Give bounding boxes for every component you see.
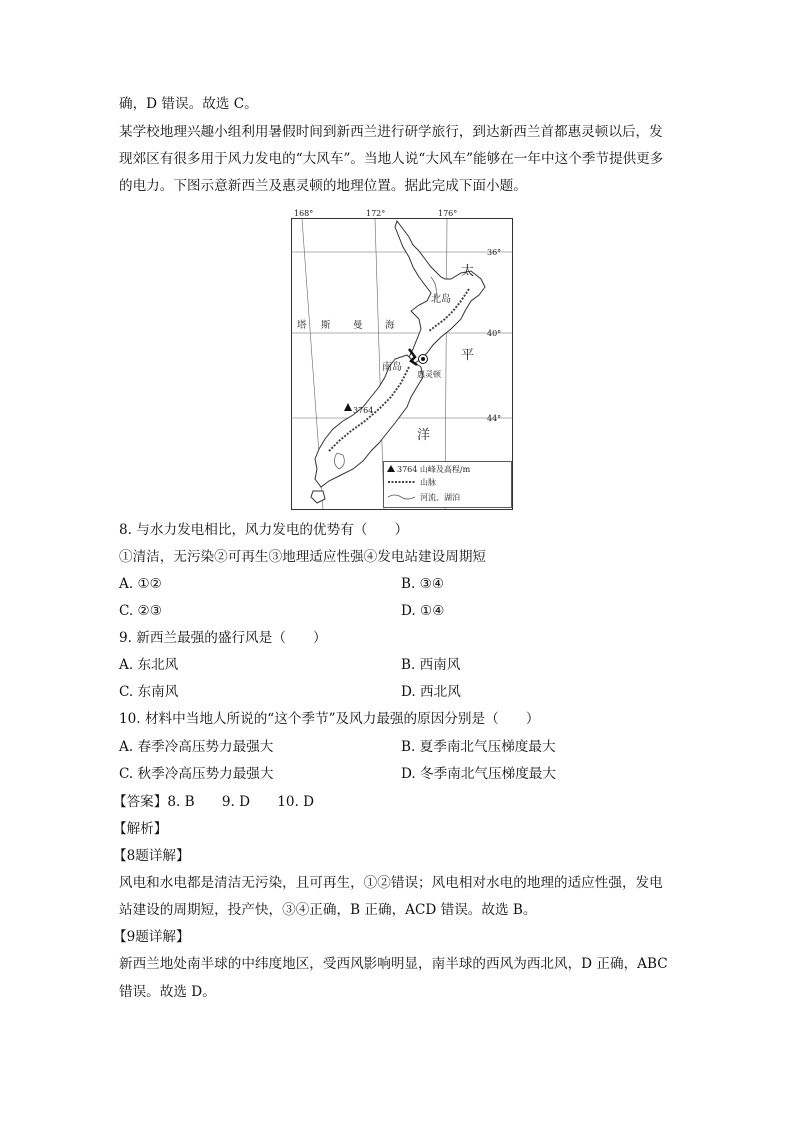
intro-line-3: 的电力。下图示意新西兰及惠灵顿的地理位置。据此完成下面小题。: [119, 178, 527, 194]
d9-line-1: 新西兰地处南半球的中纬度地区，受西风影响明显，南半球的西风为西北风，D 正确，ABC: [119, 956, 668, 972]
intro-line-1: 某学校地理兴趣小组利用暑假时间到新西兰进行研学旅行，到达新西兰首都惠灵顿以后，发: [119, 124, 663, 140]
peak-triangle-icon: [344, 403, 352, 411]
q10-option-a: A. 春季冷高压势力最强大: [119, 739, 274, 755]
lon-label-168: 168°: [294, 209, 314, 218]
sea-label-1: 斯: [321, 320, 331, 331]
q10-option-c: C. 秋季冷高压势力最强大: [119, 766, 274, 782]
q8-option-c: C. ②③: [119, 603, 162, 619]
ocean-label-1: 平: [461, 348, 475, 363]
answer-line: 【答案】8. B 9. D 10. D: [113, 794, 315, 810]
lat-label-44: 44°: [487, 414, 502, 423]
q9-option-a: A. 东北风: [119, 657, 179, 673]
new-zealand-map: [291, 207, 513, 510]
intro-line-0: 确，D 错误。故选 C。: [119, 96, 258, 112]
south-island-label: 南岛: [382, 362, 402, 373]
q9-option-d: D. 西北风: [401, 684, 461, 700]
analysis-heading: 【解析】: [113, 821, 168, 837]
sea-label-2: 曼: [353, 320, 363, 331]
capital-label: 惠灵顿: [417, 370, 441, 379]
ocean-label-2: 洋: [417, 428, 431, 443]
legend-range-text: 山脉: [420, 478, 436, 487]
d8-heading: 【8题详解】: [113, 848, 190, 864]
d9-line-2: 错误。故选 D。: [119, 984, 216, 1000]
sea-label-3: 海: [385, 320, 395, 331]
north-island-label: 北岛: [431, 294, 451, 305]
sea-label-0: 塔: [297, 320, 307, 331]
q8-option-b: B. ③④: [401, 576, 445, 592]
lon-label-176: 176°: [438, 209, 458, 218]
q8-stem: 8. 与水力发电相比，风力发电的优势有（ ）: [119, 522, 409, 538]
q10-option-b: B. 夏季南北气压梯度最大: [401, 739, 556, 755]
d8-line-2: 站建设的周期短，投产快，③④正确，B 正确，ACD 错误。故选 B。: [119, 902, 537, 918]
d9-heading: 【9题详解】: [113, 929, 190, 945]
legend-river-text: 河流、湖泊: [420, 493, 460, 502]
stewart-island-shape: [311, 491, 325, 503]
d8-line-1: 风电和水电都是清洁无污染，且可再生，①②错误；风电相对水电的地理的适应性强，发电: [119, 875, 663, 891]
q9-stem: 9. 新西兰最强的盛行风是（ ）: [119, 630, 327, 646]
legend-peak-text: 3764 山峰及高程/m: [397, 465, 471, 474]
lat-label-40: 40°: [487, 329, 502, 338]
q8-items: ①清洁，无污染②可再生③地理适应性强④发电站建设周期短: [119, 549, 487, 565]
ocean-label-0: 太: [461, 264, 475, 279]
lat-label-36: 36°: [487, 248, 502, 257]
q9-option-c: C. 东南风: [119, 684, 179, 700]
q10-option-d: D. 冬季南北气压梯度最大: [401, 766, 556, 782]
q10-stem: 10. 材料中当地人所说的“这个季节”及风力最强的原因分别是（ ）: [119, 711, 540, 727]
lon-label-172: 172°: [366, 209, 386, 218]
q8-option-d: D. ①④: [401, 603, 445, 619]
intro-line-2: 现郊区有很多用于风力发电的“大风车”。当地人说“大风车”能够在一年中这个季节提供更多: [119, 151, 664, 167]
north-island-shape: [395, 221, 485, 363]
q9-option-b: B. 西南风: [401, 657, 461, 673]
peak-label: 3764: [353, 406, 374, 415]
q8-option-a: A. ①②: [119, 576, 162, 592]
